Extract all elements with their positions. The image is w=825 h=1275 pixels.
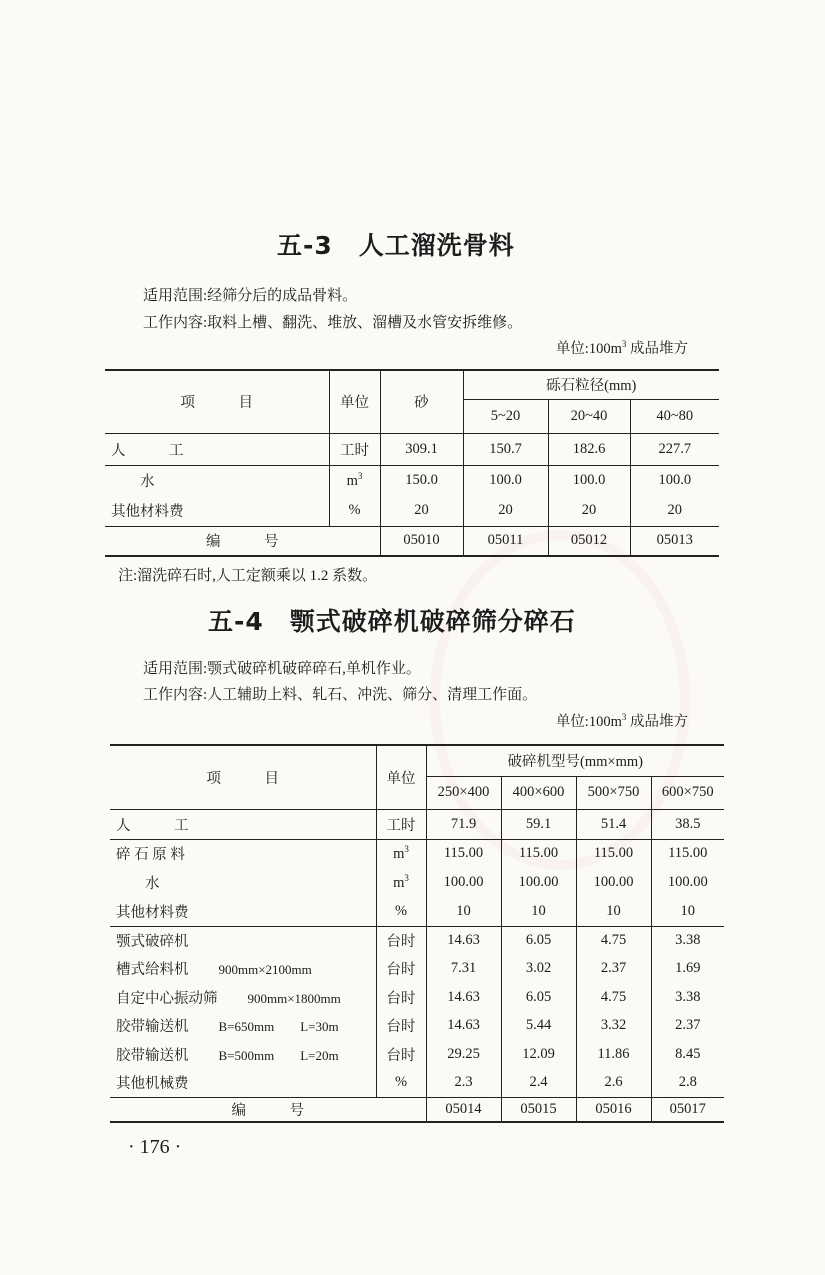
value-cell: 2.37: [651, 1012, 724, 1041]
header-sand: 砂: [380, 370, 463, 433]
value-cell: 12.09: [501, 1040, 576, 1069]
value-cell: 10: [576, 897, 651, 926]
value-cell: 2.6: [576, 1069, 651, 1098]
header-item: 项 目: [110, 745, 376, 809]
table-row: 碎 石 原 料 $m^3$ 115.00 115.00 115.00 115.00: [110, 839, 724, 868]
value-cell: 14.63: [426, 983, 501, 1012]
scope-text: 适用范围:经筛分后的成品骨料。: [143, 288, 358, 304]
item-spec: B=650mm L=30m: [218, 1019, 339, 1035]
item-name: 其他材料费: [116, 904, 189, 921]
value-cell: 115.00: [426, 839, 501, 868]
table-row: 其他材料费 % 20 20 20 20: [105, 496, 719, 526]
header-model: 250×400: [426, 776, 501, 809]
scope-text: 适用范围:颚式破碎机破碎碎石,单机作业。: [143, 661, 421, 677]
value-cell: 3.02: [501, 955, 576, 984]
value-cell: 4.75: [576, 926, 651, 955]
table-note: 注:溜洗碎石时,人工定额乘以 1.2 系数。: [118, 568, 378, 584]
table-5-3: [105, 369, 719, 557]
table-row: 其他材料费 % 10 10 10 10: [110, 897, 724, 926]
header-size: 5~20: [463, 399, 548, 433]
table-row: 人 工 工时 71.9 59.1 51.4 38.5: [110, 809, 724, 839]
work-content-text: 工作内容:取料上槽、翻洗、堆放、溜槽及水管安拆维修。: [143, 315, 523, 331]
table-5-4: [110, 744, 724, 1123]
value-cell: 6.05: [501, 983, 576, 1012]
value-cell: 2.37: [576, 955, 651, 984]
table-row: 胶带输送机 B=650mm L=30m 台时 14.63 5.44 3.32 2.37: [110, 1012, 724, 1041]
value-cell: 1.69: [651, 955, 724, 984]
header-model: 500×750: [576, 776, 651, 809]
item-name: 自定中心振动筛: [116, 990, 218, 1007]
item-name: 颚式破碎机: [116, 934, 189, 950]
value-cell: 100.00: [501, 868, 576, 897]
page-number: · 176 ·: [128, 1136, 182, 1158]
item-spec: 900mm×1800mm: [247, 990, 341, 1006]
table-row: 槽式给料机 900mm×2100mm 台时 7.31 3.02 2.37 1.69: [110, 955, 724, 984]
table-row: 颚式破碎机 台时 14.63 6.05 4.75 3.38: [110, 926, 724, 955]
value-cell: 5.44: [501, 1012, 576, 1041]
value-cell: 100.00: [576, 868, 651, 897]
header-item: 项 目: [105, 370, 329, 433]
unit-note: 单位$:100m^3$ 成品堆方: [555, 712, 688, 730]
item-name: 胶带输送机: [116, 1019, 189, 1036]
item-name: 胶带输送机: [116, 1047, 189, 1064]
value-cell: 4.75: [576, 983, 651, 1012]
header-model: 600×750: [651, 776, 724, 809]
table-row: 其他机械费 % 2.3 2.4 2.6 2.8: [110, 1069, 724, 1098]
value-cell: 11.86: [576, 1040, 651, 1069]
header-gravel-size: 砾石粒径(mm): [463, 370, 719, 399]
code-row: 编 号 05010 05011 05012 05013: [105, 526, 719, 556]
value-cell: 2.4: [501, 1069, 576, 1098]
value-cell: 7.31: [426, 955, 501, 984]
item-spec: 900mm×2100mm: [218, 962, 312, 978]
value-cell: 29.25: [426, 1040, 501, 1069]
header-size: 40~80: [630, 399, 719, 433]
table-row: 人 工 工时 309.1 150.7 182.6 227.7: [105, 433, 719, 465]
item-name: 其他机械费: [116, 1076, 189, 1092]
table-row: 水 $m^3$ 100.00 100.00 100.00 100.00: [110, 868, 724, 897]
value-cell: 8.45: [651, 1040, 724, 1069]
value-cell: 100.00: [651, 868, 724, 897]
value-cell: 10: [651, 897, 724, 926]
value-cell: 3.32: [576, 1012, 651, 1041]
value-cell: 115.00: [501, 839, 576, 868]
header-size: 20~40: [548, 399, 630, 433]
table-row: 自定中心振动筛 900mm×1800mm 台时 14.63 6.05 4.75 3.38: [110, 983, 724, 1012]
value-cell: 115.00: [576, 839, 651, 868]
header-model: 400×600: [501, 776, 576, 809]
section-title-5-3: 五-3 人工溜洗骨料: [277, 231, 515, 260]
value-cell: 10: [501, 897, 576, 926]
value-cell: 115.00: [651, 839, 724, 868]
code-row: 编 号 05014 05015 05016 05017: [110, 1097, 724, 1122]
item-spec: B=500mm L=20m: [218, 1047, 339, 1063]
item-name: 水: [116, 876, 160, 892]
item-name: 槽式给料机: [116, 962, 189, 979]
value-cell: 14.63: [426, 1012, 501, 1041]
value-cell: 100.00: [426, 868, 501, 897]
value-cell: 2.3: [426, 1069, 501, 1098]
value-cell: 2.8: [651, 1069, 724, 1098]
value-cell: 14.63: [426, 926, 501, 955]
value-cell: 6.05: [501, 926, 576, 955]
table-row: 胶带输送机 B=500mm L=20m 台时 29.25 12.09 11.86 8.45: [110, 1040, 724, 1069]
header-unit: 单位: [329, 370, 380, 433]
section-title-5-4: 五-4 颚式破碎机破碎筛分碎石: [208, 607, 576, 636]
work-content-text: 工作内容:人工辅助上料、轧石、冲洗、筛分、清理工作面。: [143, 687, 538, 703]
value-cell: 3.38: [651, 983, 724, 1012]
value-cell: 10: [426, 897, 501, 926]
header-unit: 单位: [376, 745, 426, 809]
unit-note: 单位$:100m^3$ 成品堆方: [555, 339, 688, 357]
item-name: 碎 石 原 料: [116, 847, 185, 864]
value-cell: 3.38: [651, 926, 724, 955]
header-crusher-model: 破碎机型号(mm×mm): [426, 745, 724, 776]
table-row: 水 $m^3$ 150.0 100.0 100.0 100.0: [105, 465, 719, 496]
